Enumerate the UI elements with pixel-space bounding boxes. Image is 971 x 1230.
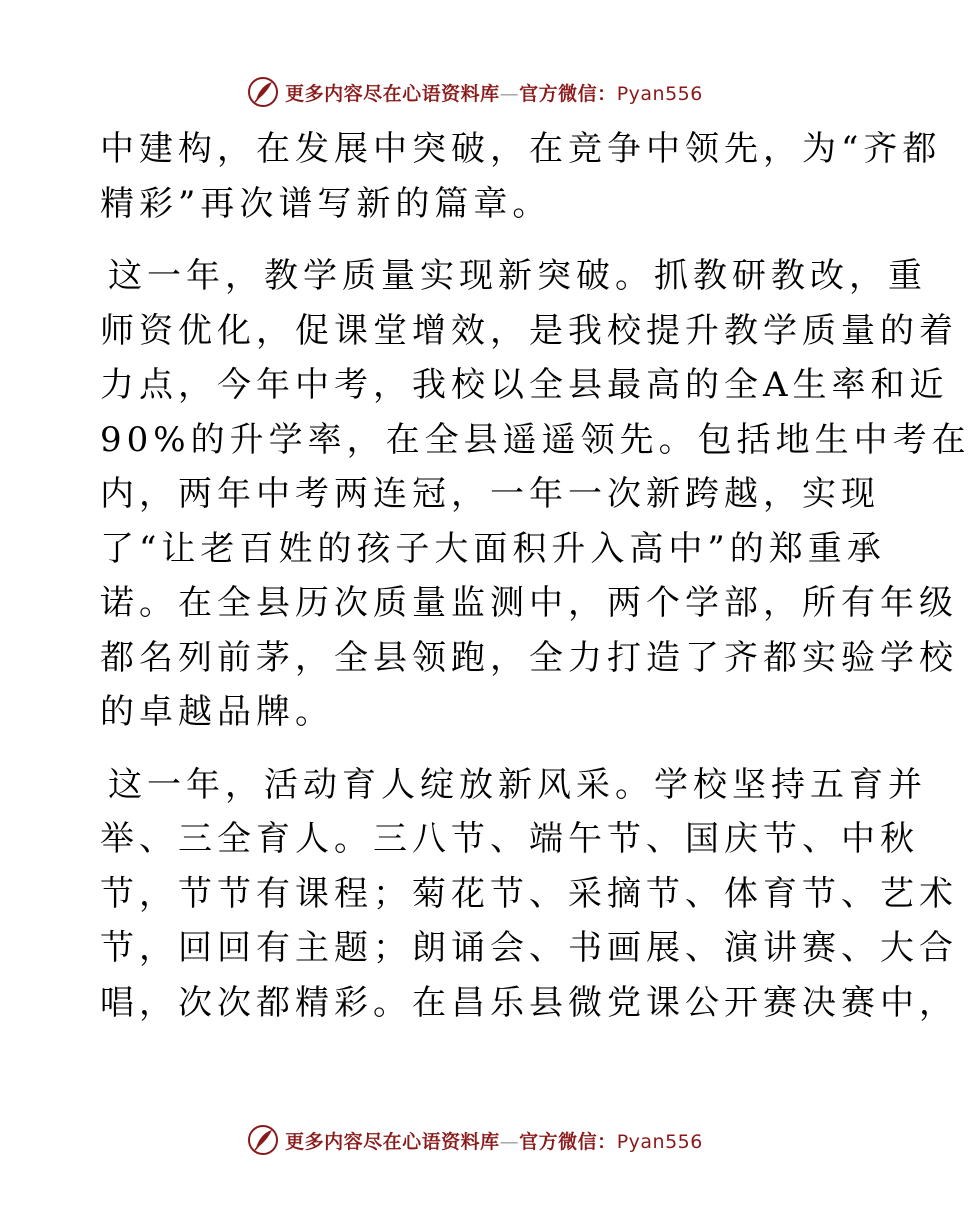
- feather-quill-logo-icon: [247, 76, 279, 108]
- feather-quill-logo-icon: [247, 1124, 279, 1156]
- text-line: 都名列前茅，全县领跑，全力打造了齐都实验学校: [100, 637, 958, 678]
- watermark-text-wechat: 官方微信：: [519, 1130, 617, 1153]
- watermark-header: [0, 72, 950, 112]
- watermark-text-wechat: 官方微信：: [519, 82, 617, 105]
- text-line: 节，回回有主题；朗诵会、书画展、演讲赛、大合: [100, 928, 958, 968]
- text-line: 唱，次次都精彩。在昌乐县微党课公开赛决赛中，: [100, 982, 958, 1023]
- text-line: 节，节节有课程；菊花节、采摘节、体育节、艺术: [100, 873, 958, 914]
- text-line: 举、三全育人。三八节、端午节、国庆节、中秋: [100, 819, 919, 859]
- watermark-account: Pyan556: [616, 1130, 703, 1153]
- text-line: 的卓越品牌。: [100, 692, 334, 732]
- watermark-text-cn: 更多内容尽在心语资料库: [285, 1130, 500, 1153]
- text-line: 精彩”再次谱写新的篇章。: [100, 183, 552, 224]
- paragraph-activities: [100, 758, 958, 1031]
- watermark-text-cn: 更多内容尽在心语资料库: [285, 82, 500, 105]
- watermark-text: [285, 1127, 703, 1154]
- paragraph-continuation: [100, 122, 942, 231]
- text-line: 90%的升学率，在全县遥遥领先。包括地生中考在: [100, 419, 971, 460]
- watermark-separator: —: [499, 82, 520, 105]
- paragraph-teaching-quality: [100, 249, 971, 740]
- text-line: 这一年，活动育人绽放新风采。学校坚持五育并: [108, 764, 927, 805]
- watermark-separator: —: [499, 1130, 520, 1153]
- text-line: 师资优化，促课堂增效，是我校提升教学质量的着: [100, 310, 958, 351]
- text-line: 这一年，教学质量实现新突破。抓教研教改，重: [108, 256, 927, 296]
- text-line: 中建构，在发展中突破，在竞争中领先，为“齐都: [100, 129, 942, 169]
- text-line: 力点，今年中考，我校以全县最高的全A生率和近: [100, 365, 949, 405]
- document-body: [100, 122, 971, 1048]
- text-line: 了“让老百姓的孩子大面积升入高中”的郑重承: [100, 528, 886, 569]
- watermark-account: Pyan556: [616, 82, 703, 105]
- text-line: 诺。在全县历次质量监测中，两个学部，所有年级: [100, 583, 958, 623]
- watermark-footer: [0, 1120, 950, 1160]
- watermark-text: [285, 79, 703, 106]
- text-line: 内，两年中考两连冠，一年一次新跨越，实现: [100, 474, 880, 514]
